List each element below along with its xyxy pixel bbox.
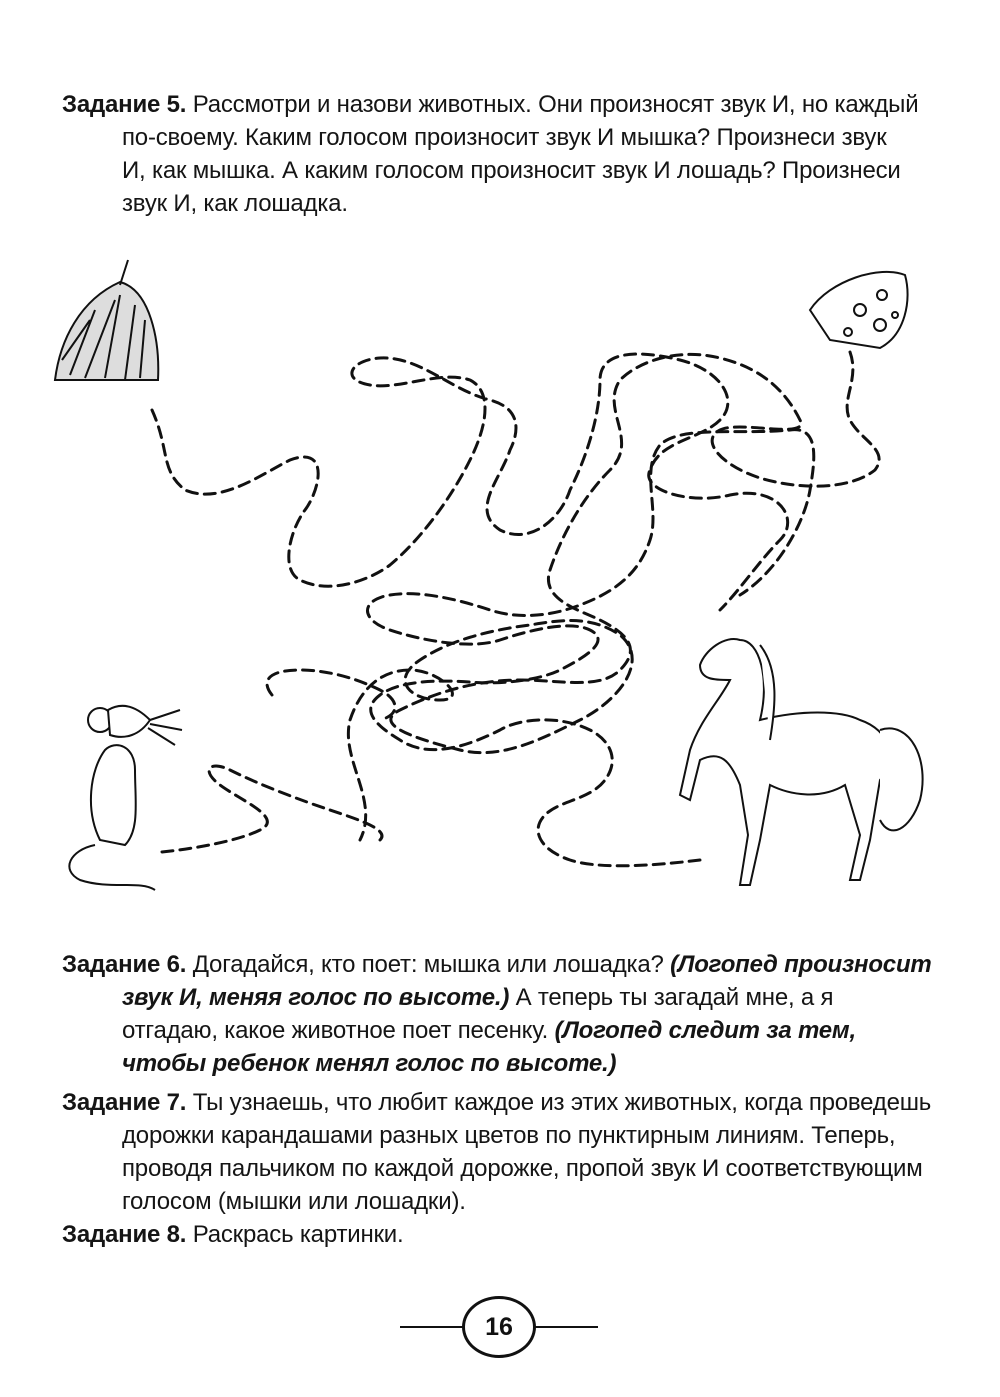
- task-7-label: Задание 7.: [62, 1089, 187, 1116]
- footer-rule-right: [534, 1326, 598, 1328]
- horse-icon: [680, 639, 923, 885]
- task-8-label: Задание 8.: [62, 1221, 187, 1248]
- task-6-text: Задание 6. Догадайся, кто поет: мышка или лошадка? (Логопед произносит звук И, меняя голос по высоте.) А теперь ты загадай мне, а я отгадаю, какое животное поет песенку. (Логопед следит за тем, чтобы ребенок менял голос по высоте.): [62, 951, 932, 1077]
- haystack-icon: [55, 260, 158, 380]
- task-6-label: Задание 6.: [62, 951, 187, 978]
- footer-rule-left: [400, 1326, 464, 1328]
- task-8-text: Задание 8. Раскрась картинки.: [62, 1221, 404, 1248]
- task-5: [62, 88, 932, 220]
- maze-path-haystack: [152, 354, 788, 610]
- mouse-icon: [69, 706, 182, 890]
- maze-path-mouse: [162, 766, 382, 852]
- page-number: 16: [462, 1296, 536, 1358]
- page-footer: [380, 1290, 620, 1370]
- task-5-text: Задание 5. Рассмотри и назови животных. Они произносят звук И, но каждый по-своему. Каким голосом произносит звук И мышка? Произнеси звук И, как мышка. А каким голосом произносит звук И лошадь? Произнеси звук И, как лошадка.: [62, 91, 919, 217]
- maze-path-short: [267, 670, 395, 720]
- task-6: [62, 948, 932, 1080]
- task-5-label: Задание 5.: [62, 91, 187, 118]
- maze-illustration: [0, 240, 1000, 920]
- task-7: [62, 1086, 932, 1218]
- cheese-icon: [810, 272, 908, 348]
- task-8: [62, 1218, 932, 1251]
- task-7-text: Задание 7. Ты узнаешь, что любит каждое из этих животных, когда проведешь дорожки карандашами разных цветов по пунктирным линиям. Теперь, проводя пальчиком по каждой дорожке, пропой звук И соответствующим голосом (мышки или лошадки).: [62, 1089, 932, 1215]
